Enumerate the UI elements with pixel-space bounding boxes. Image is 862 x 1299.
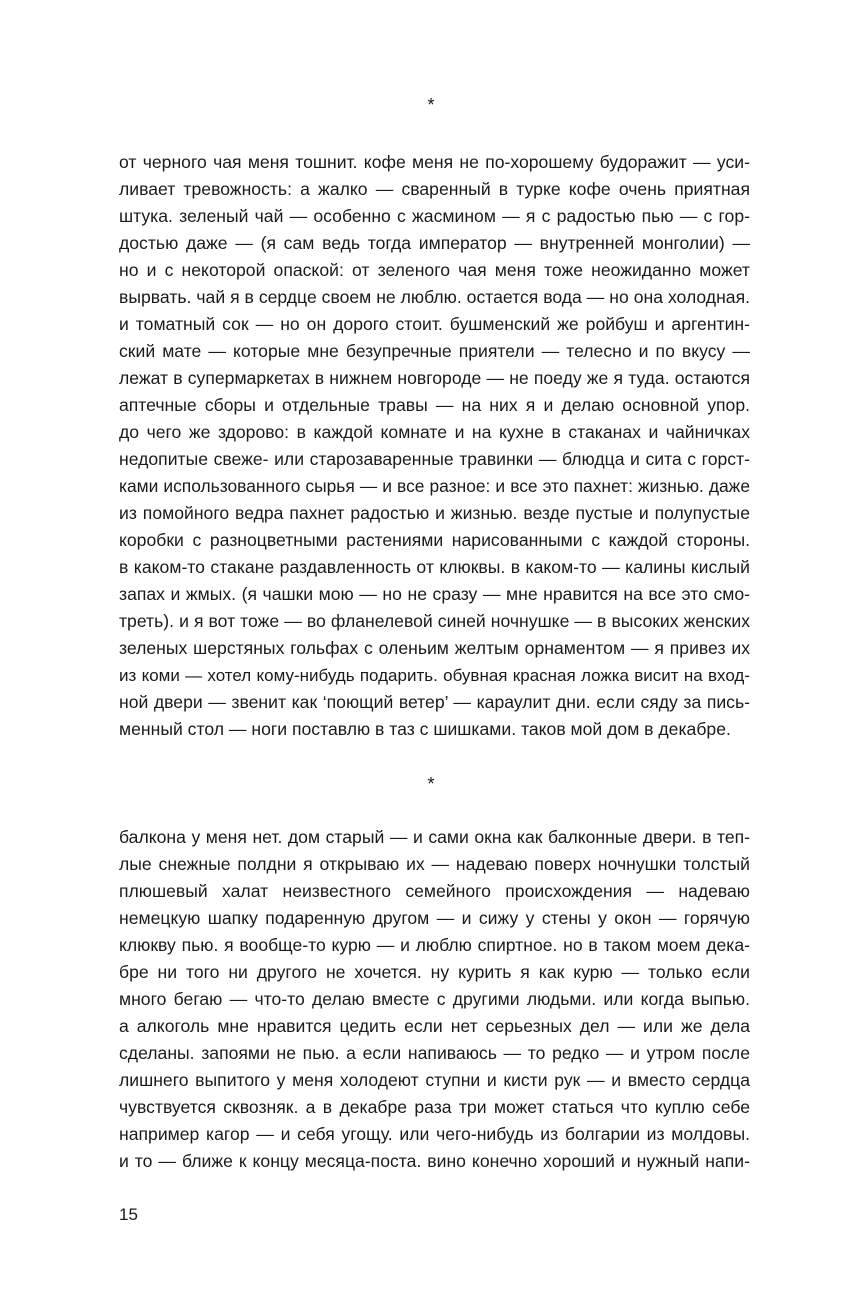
text-line: например кагор — и себя угощу. или чего-нибудь из болгарии из молдовы. [119, 1124, 750, 1144]
text-line: ский мате — которые мне безупречные приятели — телесно и по вкусу — [119, 341, 750, 361]
text-line: аптечные сборы и отдельные травы — на них я и делаю основной упор. [119, 395, 750, 415]
text-line: коробки с разноцветными растениями нарисованными с каждой стороны. [119, 530, 750, 550]
text-line: много бегаю — что-то делаю вместе с другими людьми. или когда выпью. [119, 989, 750, 1009]
text-line: ками использованного сырья — и все разное: и все это пахнет: жизнью. даже [119, 476, 750, 496]
text-line: лишнего выпитого у меня холодеют ступни и кисти рук — и вместо сердца [119, 1070, 750, 1090]
text-line: треть). и я вот тоже — во фланелевой синей ночнушке — в высоких женских [119, 611, 750, 631]
text-line: плюшевый халат неизвестного семейного происхождения — надеваю [119, 881, 750, 901]
text-line: и томатный сок — но он дорого стоит. бушменский же ройбуш и аргентин- [119, 314, 750, 334]
text-line: из помойного ведра пахнет радостью и жизнью. везде пустые и полупустые [119, 503, 750, 523]
text-line: вырвать. чай я в сердце своем не люблю. остается вода — но она холодная. [119, 287, 750, 307]
text-line: запах и жмых. (я чашки мою — но не сразу — мне нравится на все это смо- [119, 584, 750, 604]
page-number: 15 [119, 1205, 138, 1224]
text-line: штука. зеленый чай — особенно с жасмином — я с радостью пью — с гор- [119, 206, 750, 226]
paragraph-section-1 [119, 149, 750, 743]
text-line: клюкву пью. я вообще-то курю — и люблю спиртное. но в таком моем дека- [119, 935, 750, 955]
text-line: от черного чая меня тошнит. кофе меня не по-хорошему будоражит — уси- [119, 152, 750, 172]
text-line: до чего же здорово: в каждой комнате и на кухне в стаканах и чайничках [119, 422, 750, 442]
section-separator: * [427, 95, 435, 115]
text-line: чувствуется сквозняк. а в декабре раза три может статься что куплю себе [119, 1097, 750, 1117]
text-line: достью даже — (я сам ведь тогда император — внутренней монголии) — [119, 233, 750, 253]
text-line: зеленых шерстяных гольфах с оленьим желтым орнаментом — я привез их [119, 638, 750, 658]
paragraph-section-2 [119, 824, 750, 1175]
text-line: балкона у меня нет. дом старый — и сами окна как балконные двери. в теп- [119, 827, 750, 847]
text-line: но и с некоторой опаской: от зеленого чая меня тоже неожиданно может [119, 260, 750, 280]
text-line: лые снежные полдни я открываю их — надеваю поверх ночнушки толстый [119, 854, 750, 874]
text-line: бре ни того ни другого не хочется. ну курить я как курю — только если [119, 962, 750, 982]
text-line: недопитые свеже- или старозаваренные травинки — блюдца и сита с горст- [119, 449, 750, 469]
text-line: в каком-то стакане раздавленность от клюквы. в каком-то — калины кислый [119, 557, 750, 577]
text-line: сделаны. запоями не пью. а если напиваюсь — то редко — и утром после [119, 1043, 750, 1063]
text-line: из коми — хотел кому-нибудь подарить. обувная красная ложка висит на вход- [119, 666, 750, 685]
text-line: лежат в супермаркетах в нижнем новгороде — не поеду же я туда. остаются [119, 368, 750, 388]
text-line: а алкоголь мне нравится цедить если нет серьезных дел — или же дела [119, 1016, 750, 1036]
section-separator: * [427, 774, 435, 794]
text-line: и то — ближе к концу месяца-поста. вино конечно хороший и нужный напи- [119, 1151, 750, 1171]
text-line: ной двери — звенит как ‘поющий ветер’ — караулит дни. если сяду за пись- [119, 692, 750, 712]
text-line: менный стол — ноги поставлю в таз с шишками. таков мой дом в декабре. [119, 719, 731, 739]
text-line: немецкую шапку подаренную другом — и сижу у стены у окон — горячую [119, 908, 750, 928]
text-line: ливает тревожность: а жалко — сваренный в турке кофе очень приятная [119, 179, 750, 199]
